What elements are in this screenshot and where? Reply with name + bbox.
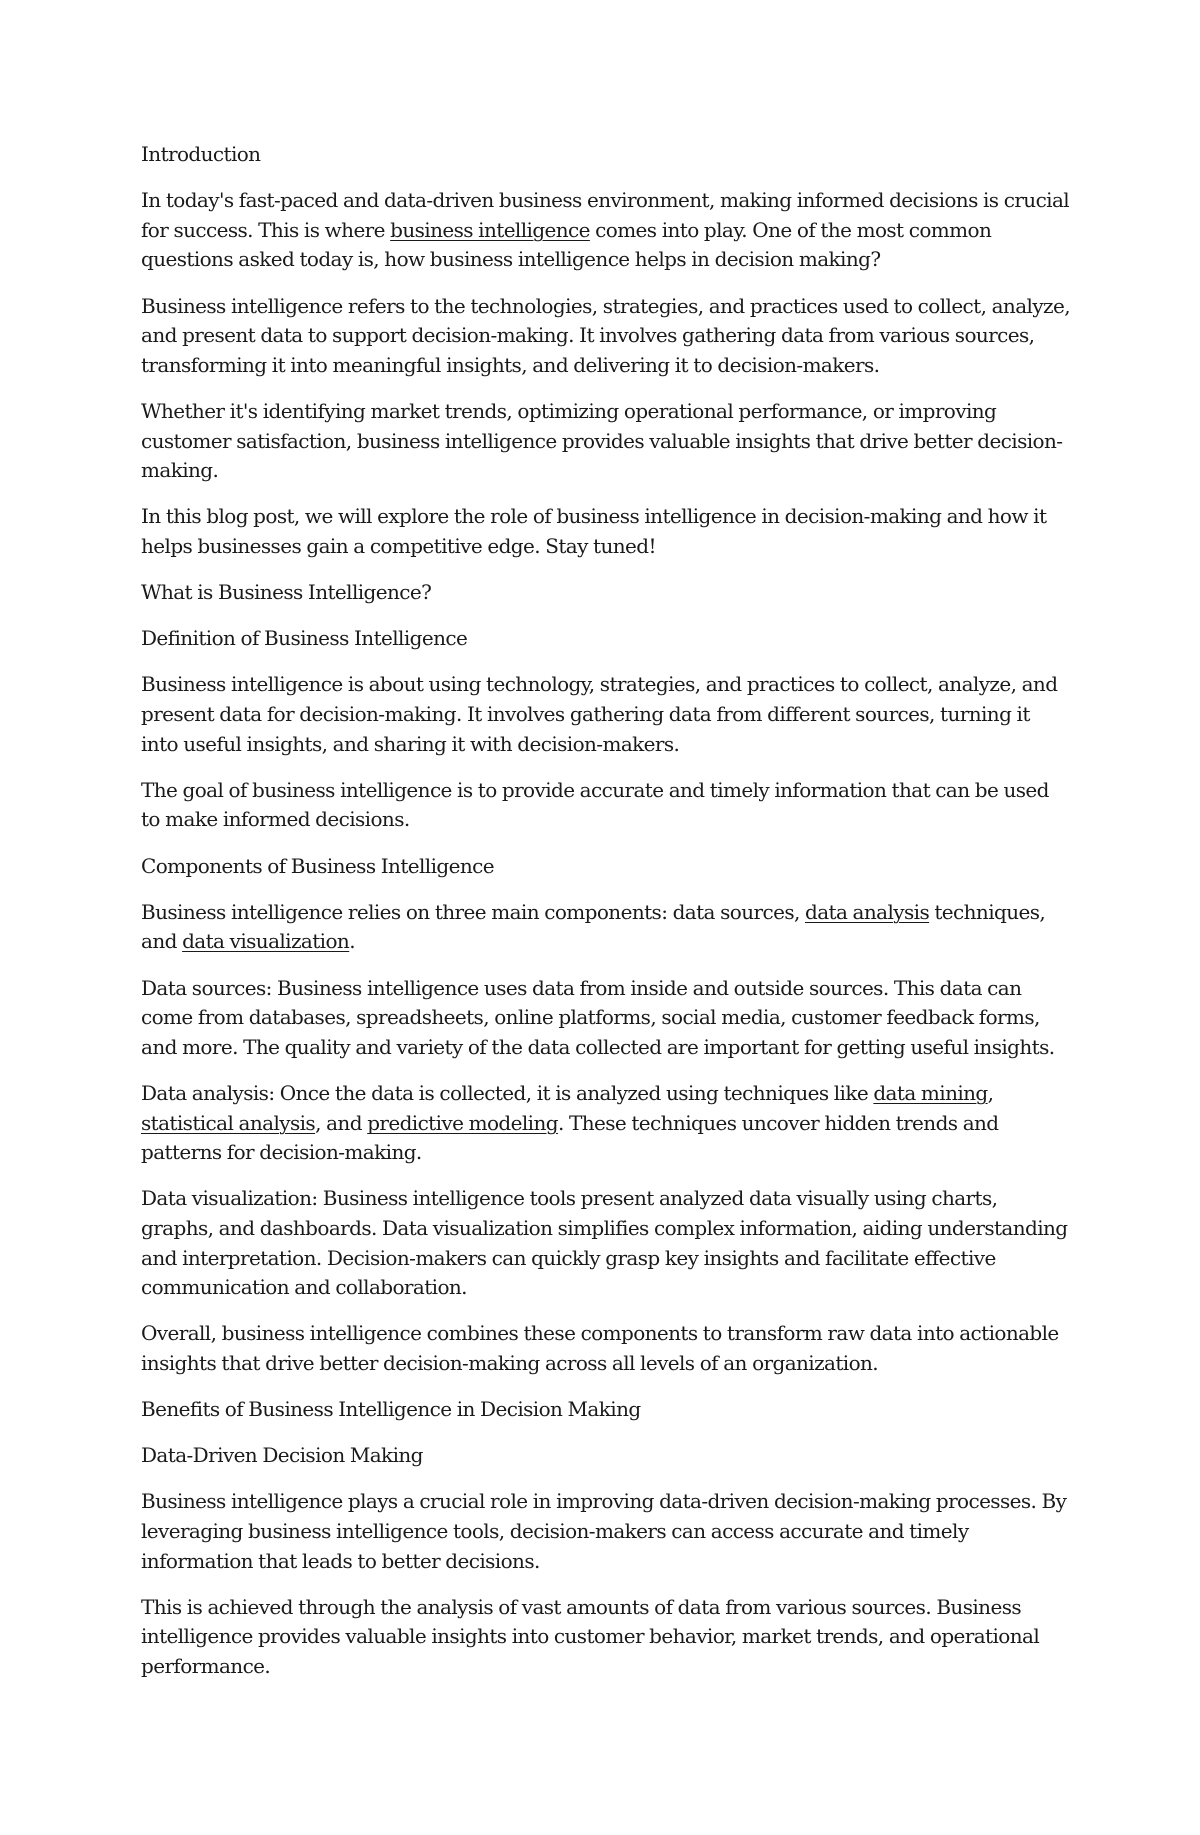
paragraph-data-visualization: Data visualization: Business intelligence tools present analyzed data visually using charts, graphs, and dashboards. Data visualization simplifies complex information, aiding understanding and interpretation. Decision-makers can quickly grasp key insights and facilitate effective communication and collaboration. [141,1186,1068,1300]
paragraph-bi-refers: Business intelligence refers to the technologies, strategies, and practices used to collect, analyze, and present data to support decision-making. It involves gathering data from various sources, transforming it into meaningful insights, and delivering it to decision-makers. [141,293,1070,377]
heading-data-driven: Data-Driven Decision Making [141,1443,423,1468]
paragraph-text: Business intelligence relies on three main components: data sources, [141,899,806,924]
link-data-mining[interactable]: data mining [873,1080,988,1105]
paragraph-goal: The goal of business intelligence is to provide accurate and timely information that can be used to make informed decisions. [141,777,1049,832]
link-predictive-modeling[interactable]: predictive modeling [367,1110,558,1135]
heading-components: Components of Business Intelligence [141,853,494,878]
paragraph-data-analysis [141,1079,1071,1168]
paragraph-whether: Whether it's identifying market trends, optimizing operational performance, or improving customer satisfaction, business intelligence provides valuable insights that drive better decision-making. [141,398,1063,483]
heading-what-is-bi: What is Business Intelligence? [141,580,432,605]
paragraph-crucial-role: Business intelligence plays a crucial role in improving data-driven decision-making processes. By leveraging business intelligence tools, decision-makers can access accurate and timely information that leads to better decisions. [141,1489,1067,1573]
heading-benefits: Benefits of Business Intelligence in Decision Making [141,1397,641,1422]
link-statistical-analysis[interactable]: statistical analysis [141,1110,316,1135]
paragraph-intro [141,186,1071,275]
heading-introduction: Introduction [141,142,261,166]
paragraph-definition: Business intelligence is about using technology, strategies, and practices to collect, analyze, and present data for decision-making. It involves gathering data from different sources, turning it into useful insights, and sharing it with decision-makers. [141,672,1058,756]
paragraph-blog-post: In this blog post, we will explore the role of business intelligence in decision-making and how it helps businesses gain a competitive edge. Stay tuned! [141,504,1047,558]
paragraph-data-sources: Data sources: Business intelligence uses data from inside and outside sources. This data can come from databases, spreadsheets, online platforms, social media, customer feedback forms, and more. The quality and variety of the data collected are important for getting useful insights. [141,975,1055,1059]
paragraph-text: comes into play. One of the most common questions asked today is, how business intelligence helps in decision making? [141,217,992,272]
paragraph-text: techniques, and [141,899,1046,954]
paragraph-text: In today's fast-paced and data-driven business environment, making informed decisions is crucial for success. This is where [141,188,1070,242]
paragraph-text: . [349,929,355,954]
paragraph-text: , and [315,1110,368,1135]
link-data-visualization[interactable]: data visualization [182,929,350,954]
paragraph-text: Data analysis: Once the data is collected, it is analyzed using techniques like [141,1080,874,1105]
link-business-intelligence[interactable]: business intelligence [390,217,590,242]
paragraph-text: . These techniques uncover hidden trends and patterns for decision-making. [141,1110,999,1165]
paragraph-components [141,898,1071,957]
paragraph-achieved: This is achieved through the analysis of vast amounts of data from various sources. Business intelligence provides valuable insights into customer behavior, market trends, and operational performance. [141,1594,1040,1679]
paragraph-text: , [987,1080,994,1105]
paragraph-overall: Overall, business intelligence combines these components to transform raw data into actionable insights that drive better decision-making across all levels of an organization. [141,1321,1059,1375]
link-data-analysis[interactable]: data analysis [805,899,930,924]
heading-definition: Definition of Business Intelligence [141,626,468,651]
document-page [141,140,1071,1698]
